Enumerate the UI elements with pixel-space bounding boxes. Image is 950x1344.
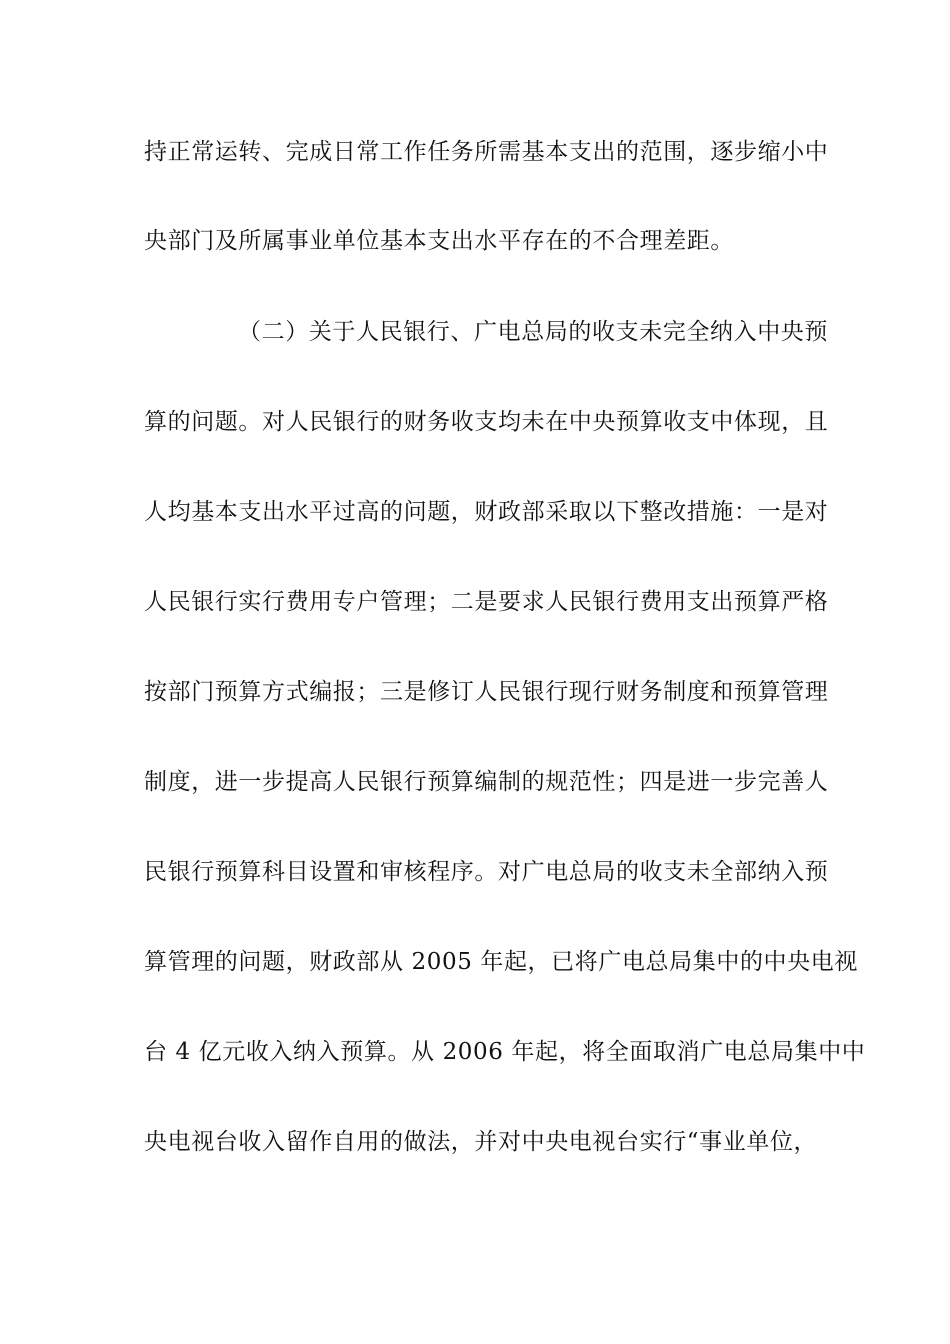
text-line-8: 制度，进一步提高人民银行预算编制的规范性；四是进一步完善人: [144, 769, 829, 795]
text-line-12: 央电视台收入留作自用的做法，并对中央电视台实行“事业单位，: [144, 1129, 818, 1155]
section-heading-line: （二）关于人民银行、广电总局的收支未完全纳入中央预: [238, 319, 828, 345]
text-line-6: 人民银行实行费用专户管理；二是要求人民银行费用支出预算严格: [144, 589, 829, 615]
text-line-7: 按部门预算方式编报；三是修订人民银行现行财务制度和预算管理: [144, 679, 829, 705]
text-line-9: 民银行预算科目设置和审核程序。对广电总局的收支未全部纳入预: [144, 859, 829, 885]
text-line-10: 算管理的问题，财政部从 2005 年起，已将广电总局集中的中央电视: [144, 949, 858, 975]
text-line-5: 人均基本支出水平过高的问题，财政部采取以下整改措施：一是对: [144, 499, 829, 525]
text-line-11: 台 4 亿元收入纳入预算。从 2006 年起，将全面取消广电总局集中中: [144, 1039, 866, 1065]
text-line-4: 算的问题。对人民银行的财务收支均未在中央预算收支中体现，且: [144, 409, 829, 435]
text-line-2: 央部门及所属事业单位基本支出水平存在的不合理差距。: [144, 228, 734, 254]
text-line-1: 持正常运转、完成日常工作任务所需基本支出的范围，逐步缩小中: [144, 139, 829, 165]
